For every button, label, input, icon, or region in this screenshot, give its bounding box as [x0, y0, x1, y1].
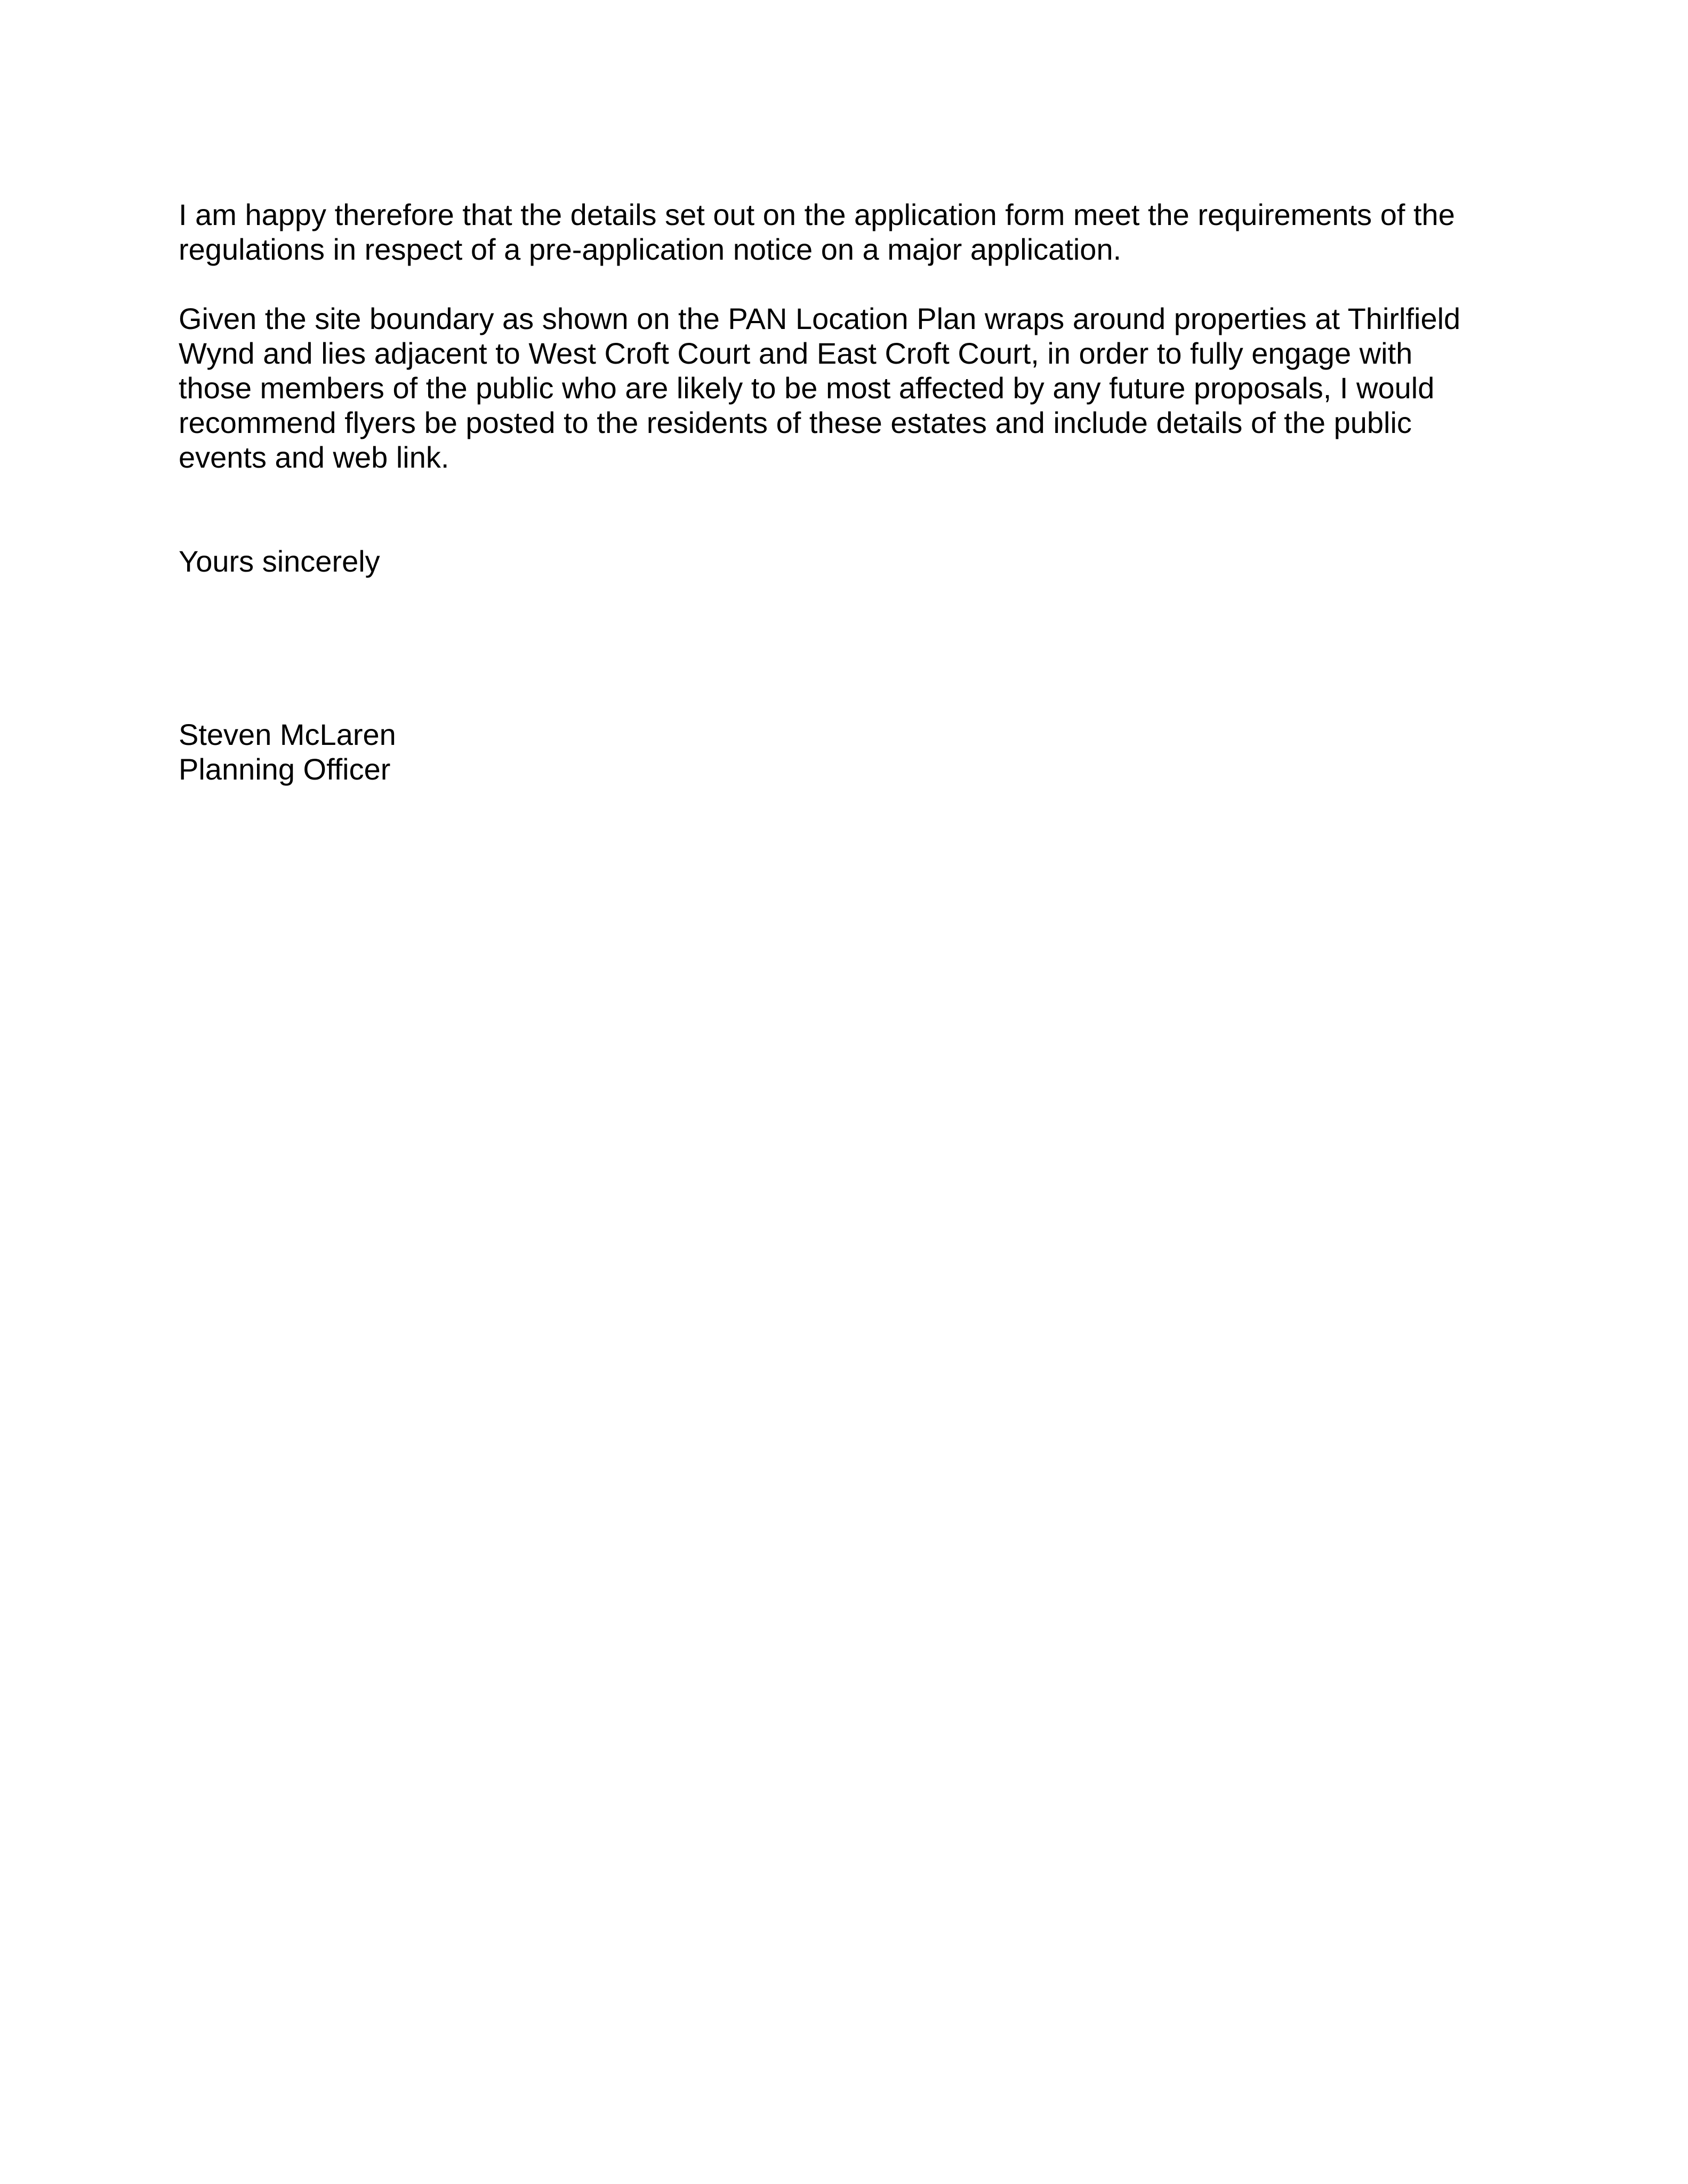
closing-text: Yours sincerely	[179, 544, 380, 578]
letter-body	[179, 197, 1522, 786]
paragraph-requirements	[179, 197, 1522, 267]
paragraph-line: those members of the public who are likely to be most affected by any future proposals, I would	[179, 371, 1435, 405]
paragraph-recommendation	[179, 301, 1522, 475]
paragraph-line: Given the site boundary as shown on the PAN Location Plan wraps around properties at Thirlfield	[179, 302, 1461, 335]
signatory-name: Steven McLaren	[179, 718, 396, 751]
paragraph-line: events and web link.	[179, 440, 449, 474]
paragraph-line: regulations in respect of a pre-application notice on a major application.	[179, 232, 1122, 266]
signature-block	[179, 717, 1522, 786]
paragraph-line: Wynd and lies adjacent to West Croft Court and East Croft Court, in order to fully engage with	[179, 336, 1413, 370]
closing-salutation	[179, 544, 1522, 579]
paragraph-line: recommend flyers be posted to the residents of these estates and include details of the public	[179, 406, 1412, 439]
signatory-title: Planning Officer	[179, 752, 391, 786]
paragraph-line: I am happy therefore that the details set out on the application form meet the requirements of the	[179, 198, 1455, 231]
